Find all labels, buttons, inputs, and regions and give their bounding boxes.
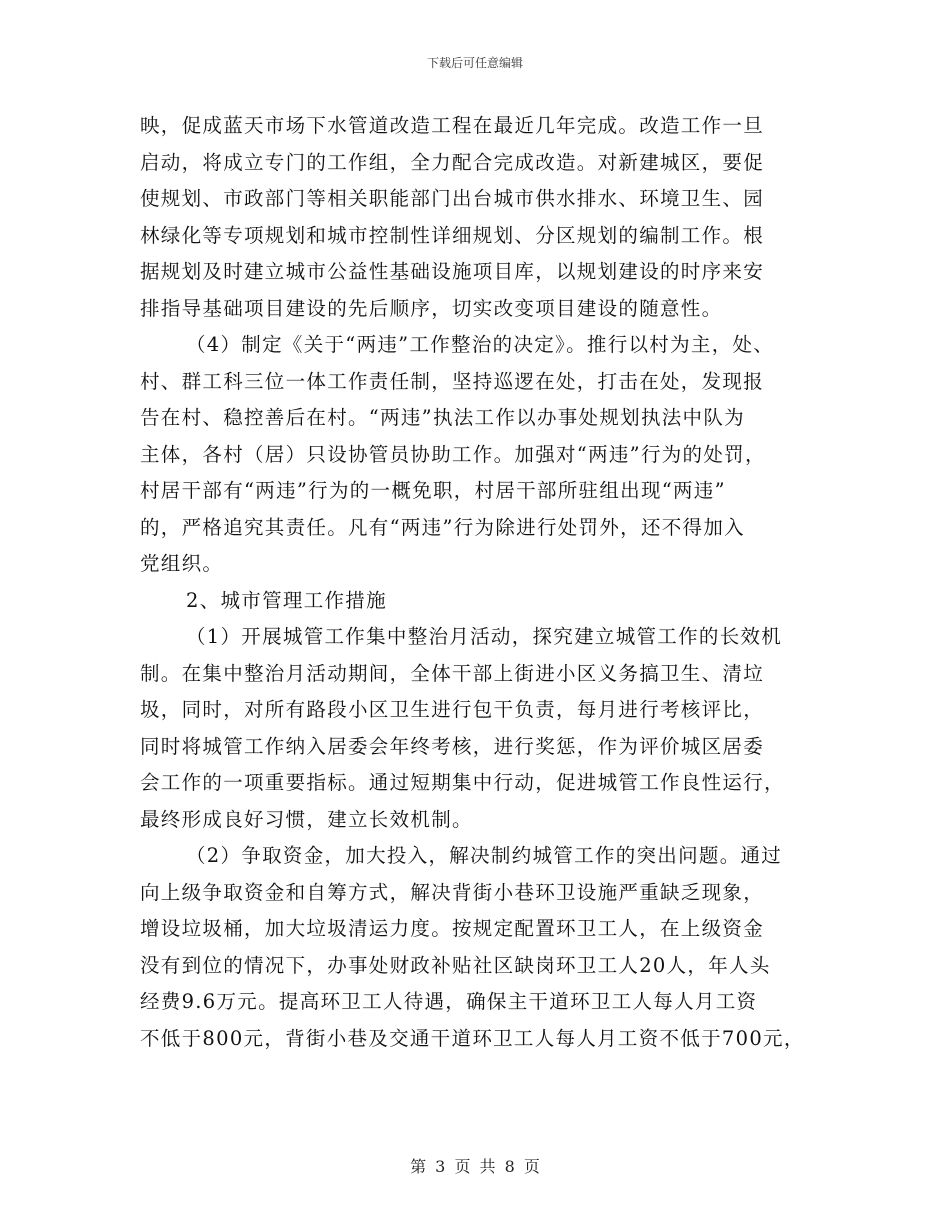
page-footer: 第 3 页 共 8 页 <box>410 1157 540 1176</box>
text-line: 制。在集中整治月活动期间，全体干部上街进小区义务搞卫生、清垃 <box>140 661 765 685</box>
text-line: 党组织。 <box>140 552 224 575</box>
text-line: 主体，各村（居）只设协管员协助工作。加强对“两违”行为的处罚， <box>140 442 766 466</box>
paragraph-start-line: （4）制定《关于“两违”工作整治的决定》。推行以村为主，处、 <box>186 333 775 356</box>
text-line: 映，促成蓝天市场下水管道改造工程在最近几年完成。改造工作一旦 <box>140 114 765 137</box>
paragraph-start-line: （2）争取资金，加大投入，解决制约城管工作的突出问题。通过 <box>186 844 783 867</box>
text-line: 告在村、稳控善后在村。“两违”执法工作以办事处规划执法中队为 <box>140 406 745 429</box>
text-line: 最终形成良好习惯，建立长效机制。 <box>140 807 473 831</box>
text-line: 村、群工科三位一体工作责任制，坚持巡逻在处，打击在处，发现报 <box>140 369 765 393</box>
text-line: 会工作的一项重要指标。通过短期集中行动，促进城管工作良性运行， <box>140 771 785 794</box>
paragraph-start-line: （1）开展城管工作集中整治月活动，探究建立城管工作的长效机 <box>186 625 783 648</box>
text-line: 向上级争取资金和自筹方式，解决背街小巷环卫设施严重缺乏现象， <box>140 880 765 904</box>
document-body <box>140 108 820 1057</box>
page-header: 下载后可任意编辑 <box>426 56 523 70</box>
text-line: 没有到位的情况下，办事处财政补贴社区缺岗环卫工人20人，年人头 <box>140 953 771 977</box>
text-line: 增设垃圾桶，加大垃圾清运力度。按规定配置环卫工人，在上级资金 <box>140 917 765 940</box>
text-line: 使规划、市政部门等相关职能部门出台城市供水排水、环境卫生、园 <box>140 187 765 210</box>
text-line: 林绿化等专项规划和城市控制性详细规划、分区规划的编制工作。根 <box>140 223 765 247</box>
text-line: 经费9.6万元。提高环卫工人待遇，确保主干道环卫工人每人月工资 <box>140 990 758 1013</box>
text-line: 同时将城管工作纳入居委会年终考核，进行奖惩，作为评价城区居委 <box>140 734 765 758</box>
section-heading: 2、城市管理工作措施 <box>186 588 387 612</box>
text-line: 圾，同时，对所有路段小区卫生进行包干负责，每月进行考核评比， <box>140 698 765 721</box>
text-line: 据规划及时建立城市公益性基础设施项目库，以规划建设的时序来安 <box>140 260 765 283</box>
text-line: 村居干部有“两违”行为的一概免职，村居干部所驻组出现“两违” <box>140 479 726 502</box>
text-line: 的，严格追究其责任。凡有“两违”行为除进行处罚外，还不得加入 <box>140 515 745 539</box>
text-line: 启动，将成立专门的工作组，全力配合完成改造。对新建城区，要促 <box>140 150 765 174</box>
text-line: 不低于800元，背街小巷及交通干道环卫工人每人月工资不低于700元， <box>140 1026 805 1050</box>
text-line: 排指导基础项目建设的先后顺序，切实改变项目建设的随意性。 <box>140 296 723 320</box>
